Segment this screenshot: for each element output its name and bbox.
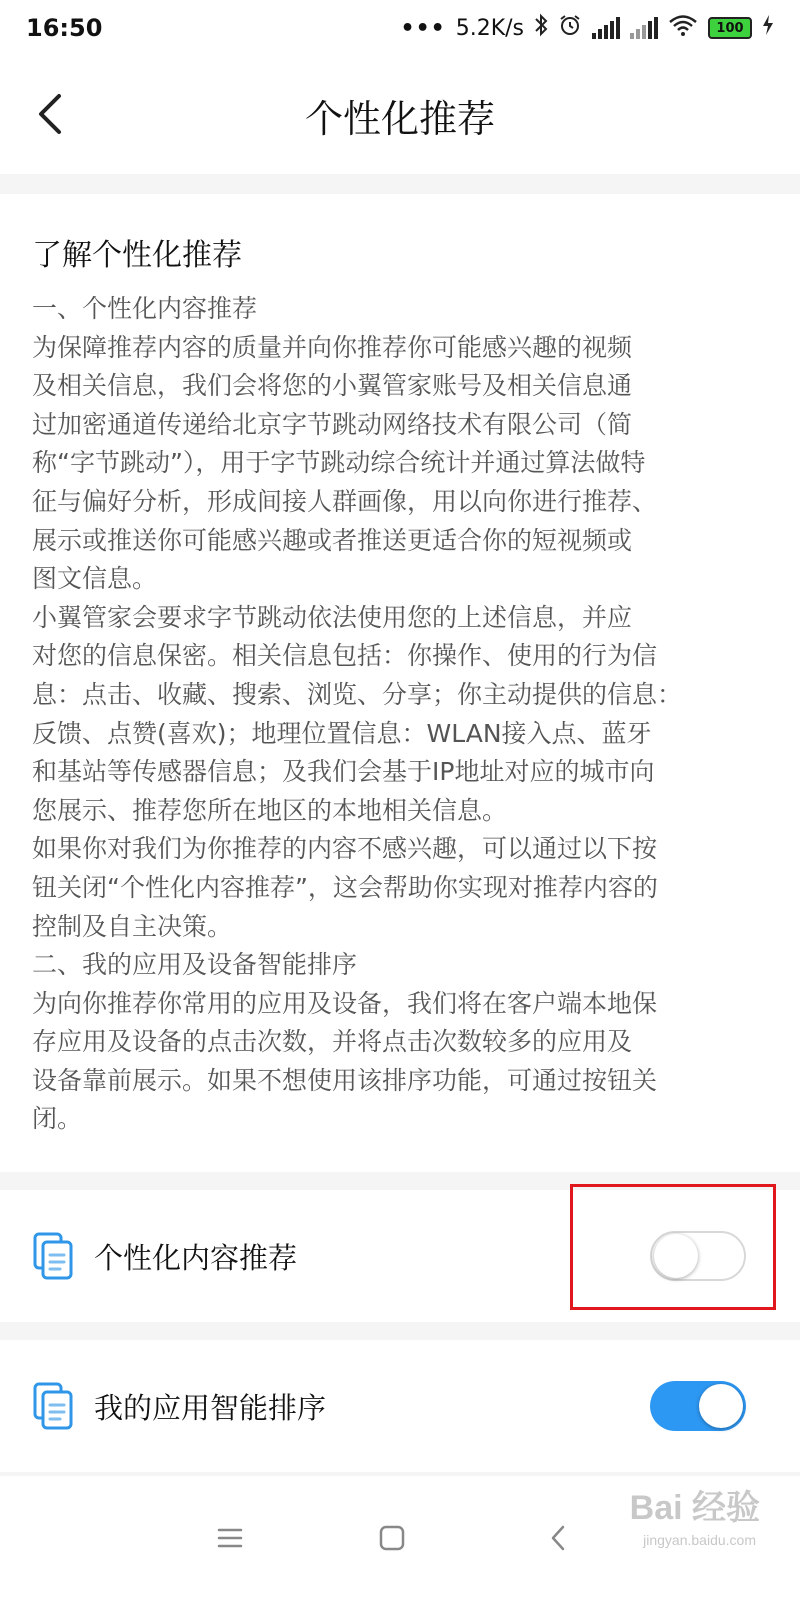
text-line: 如果你对我们为你推荐的内容不感兴趣，可以通过以下按 xyxy=(32,834,658,864)
text-line: 反馈、点赞(喜欢)；地理位置信息：WLAN接入点、蓝牙 xyxy=(32,718,652,748)
text-line: 设备靠前展示。如果不想使用该排序功能，可通过按钮关 xyxy=(32,1065,658,1095)
charging-icon xyxy=(762,14,774,42)
document-copy-icon xyxy=(32,1231,74,1281)
page-title: 个性化推荐 xyxy=(304,96,495,141)
menu-icon xyxy=(217,1527,243,1549)
toggle-label: 个性化内容推荐 xyxy=(94,1240,298,1275)
switch-knob xyxy=(699,1384,743,1428)
text-line: 图文信息。 xyxy=(32,564,158,594)
wifi-icon xyxy=(668,13,698,43)
more-dots-icon: ••• xyxy=(400,15,446,41)
home-button[interactable] xyxy=(364,1510,420,1566)
signal-icon xyxy=(630,17,658,39)
text-line: 控制及自主决策。 xyxy=(32,911,233,941)
baidu-jingyan-watermark: Bai 经验 xyxy=(629,1489,760,1527)
bluetooth-icon xyxy=(534,13,548,43)
page-header xyxy=(0,56,800,174)
text-line: 小翼管家会要求字节跳动依法使用您的上述信息，并应 xyxy=(32,602,633,632)
text-line: 二、我的应用及设备智能排序 xyxy=(32,950,358,980)
back-button[interactable] xyxy=(22,86,78,142)
text-line: 展示或推送你可能感兴趣或者推送更适合你的短视频或 xyxy=(32,525,633,555)
text-line: 您展示、推荐您所在地区的本地相关信息。 xyxy=(32,795,508,825)
text-line: 过加密通道传递给北京字节跳动网络技术有限公司（简 xyxy=(32,409,633,439)
text-line: 为保障推荐内容的质量并向你推荐你可能感兴趣的视频 xyxy=(32,332,633,362)
text-line: 为向你推荐你常用的应用及设备，我们将在客户端本地保 xyxy=(32,988,658,1018)
section-title: 了解个性化推荐 xyxy=(32,238,242,273)
text-line: 息：点击、收藏、搜索、浏览、分享；你主动提供的信息： xyxy=(32,679,683,709)
text-line: 对您的信息保密。相关信息包括：你操作、使用的行为信 xyxy=(32,641,658,671)
toggle-row-app-sorting xyxy=(0,1340,800,1472)
chevron-left-icon xyxy=(35,93,65,135)
chevron-left-icon xyxy=(549,1524,567,1552)
status-icons xyxy=(401,13,774,43)
text-line: 征与偏好分析，形成间接人群画像，用以向你进行推荐、 xyxy=(32,486,658,516)
signal-hd-icon xyxy=(592,17,620,39)
text-line: 称“字节跳动”），用于字节跳动综合统计并通过算法做特 xyxy=(32,448,646,478)
highlight-annotation-box xyxy=(570,1184,776,1310)
text-line: 和基站等传感器信息；及我们会基于IP地址对应的城市向 xyxy=(32,757,655,787)
app-sorting-switch[interactable] xyxy=(650,1381,746,1431)
text-line: 存应用及设备的点击次数，并将点击次数较多的应用及 xyxy=(32,1027,633,1057)
network-speed: 5.2K/s xyxy=(455,15,524,41)
baidu-jingyan-watermark-url: jingyan.baidu.com xyxy=(643,1532,756,1548)
square-home-icon xyxy=(379,1525,405,1551)
nav-back-button[interactable] xyxy=(530,1510,586,1566)
status-bar xyxy=(0,0,800,56)
toggle-label: 我的应用智能排序 xyxy=(94,1390,327,1425)
text-line: 闭。 xyxy=(32,1104,83,1134)
battery-icon: 100 xyxy=(708,17,752,39)
alarm-icon xyxy=(558,13,582,43)
text-line: 一、个性化内容推荐 xyxy=(32,294,258,323)
info-card xyxy=(0,194,800,1172)
status-time: 16:50 xyxy=(26,14,103,42)
menu-button[interactable] xyxy=(202,1510,258,1566)
text-line: 钮关闭“个性化内容推荐”，这会帮助你实现对推荐内容的 xyxy=(32,872,658,902)
document-copy-icon xyxy=(32,1381,74,1431)
text-line: 及相关信息，我们会将您的小翼管家账号及相关信息通 xyxy=(32,371,633,401)
info-text xyxy=(32,290,768,1139)
